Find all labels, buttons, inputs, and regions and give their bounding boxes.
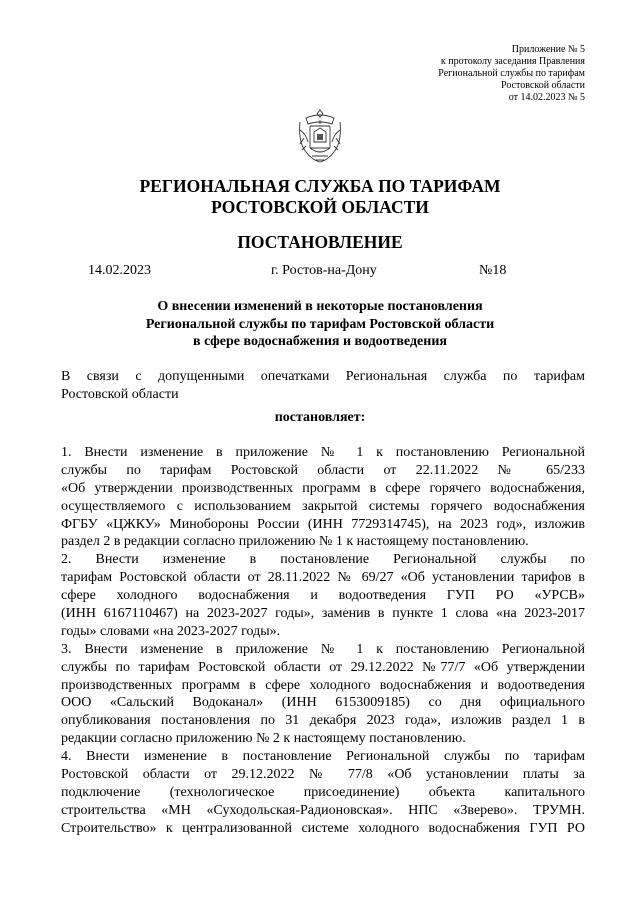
body-line: «Об утверждении производственных программ в сфере горячего водоснабжения, (61, 480, 585, 496)
subject-line-2: Региональной службы по тарифам Ростовской области (145, 316, 495, 332)
body-line: редакции согласно приложению № 2 к настоящему постановлению. (61, 731, 466, 747)
body-line: ООО «Сальский Водоканал» (ИНН 6153009185) со дня официального (61, 695, 585, 711)
body-line: службы по тарифам Ростовской области от 22.11.2022 № 65/233 (61, 462, 585, 478)
preamble-paragraph (61, 368, 585, 404)
body-line: производственных программ в сфере холодного водоснабжения и водоотведения (61, 677, 585, 693)
preamble-line: В связи с допущенными опечатками Региональная служба по тарифам (61, 369, 585, 384)
body-line: 3. Внести изменение в приложение № 1 к постановлению Региональной (61, 641, 585, 657)
body-line: (ИНН 6167110467) на 2023-2027 годы», заменив в пункте 1 слова «на 2023-2017 (61, 606, 585, 622)
body-line: 1. Внести изменение в приложение № 1 к постановлению Региональной (61, 445, 585, 460)
body-line: Ростовской области от 29.12.2022 № 77/8 «Об установлении платы за (61, 767, 585, 783)
appendix-line-3: Региональной службы по тарифам (438, 68, 585, 79)
body-line: ФГБУ «ЦЖКУ» Минобороны России (ИНН 7729314745), на 2023 год», изложив (61, 516, 585, 532)
body-line: годы» словами «на 2023-2027 годы». (61, 623, 281, 639)
decree-word: постановляет: (274, 410, 366, 425)
preamble-line: Ростовской области (61, 386, 179, 402)
appendix-line-5: от 14.02.2023 № 5 (508, 92, 585, 103)
body-line: сфере холодного водоснабжения и водоотведения ГУП РО «УРСВ» (61, 588, 585, 604)
document-date: 14.02.2023 (88, 263, 151, 278)
coat-of-arms-icon (296, 108, 344, 164)
document-body (61, 444, 585, 838)
document-subject (0, 298, 640, 351)
subject-line-1: О внесении изменений в некоторые постановления (157, 299, 483, 314)
body-line: строительства «МН «Суходольская-Радионовская». НПС «Зверево». ТРУМН. (61, 802, 585, 818)
appendix-line-1: Приложение № 5 (511, 44, 585, 55)
body-line: тарифам Ростовской области от 28.11.2022 № 69/27 «Об установлении тарифов в (61, 570, 585, 586)
appendix-line-4: Ростовской области (501, 80, 585, 91)
document-type: ПОСТАНОВЛЕНИЕ (237, 232, 403, 252)
body-line: подключение (технологическое присоединение) объекта капитального (61, 784, 585, 800)
appendix-line-2: к протоколу заседания Правления (440, 56, 585, 67)
organization-name-line-2: РОСТОВСКОЙ ОБЛАСТИ (211, 197, 429, 217)
body-line: раздел 2 в редакции согласно приложению № 1 к настоящему постановлению. (61, 534, 529, 550)
body-line: Строительство» к централизованной системе холодного водоснабжения ГУП РО (61, 820, 585, 836)
body-line: службы по тарифам Ростовской области от 29.12.2022 №77/7 «Об утверждении (61, 659, 585, 675)
body-line: опубликования постановления по 31 декабря 2023 года», изложив раздел 1 в (61, 713, 585, 729)
document-number: №18 (479, 263, 507, 278)
document-city: г. Ростов-на-Дону (271, 263, 377, 278)
body-line: 4. Внести изменение в постановление Региональной службы по тарифам (61, 749, 585, 765)
organization-name-line-1: РЕГИОНАЛЬНАЯ СЛУЖБА ПО ТАРИФАМ (139, 176, 501, 196)
subject-line-3: в сфере водоснабжения и водоотведения (193, 334, 447, 349)
body-line: осуществляемого с использованием закрытой системы горячего водоснабжения (61, 498, 585, 514)
appendix-note (438, 44, 585, 104)
body-line: 2. Внести изменение в постановление Региональной службы по (61, 552, 585, 568)
